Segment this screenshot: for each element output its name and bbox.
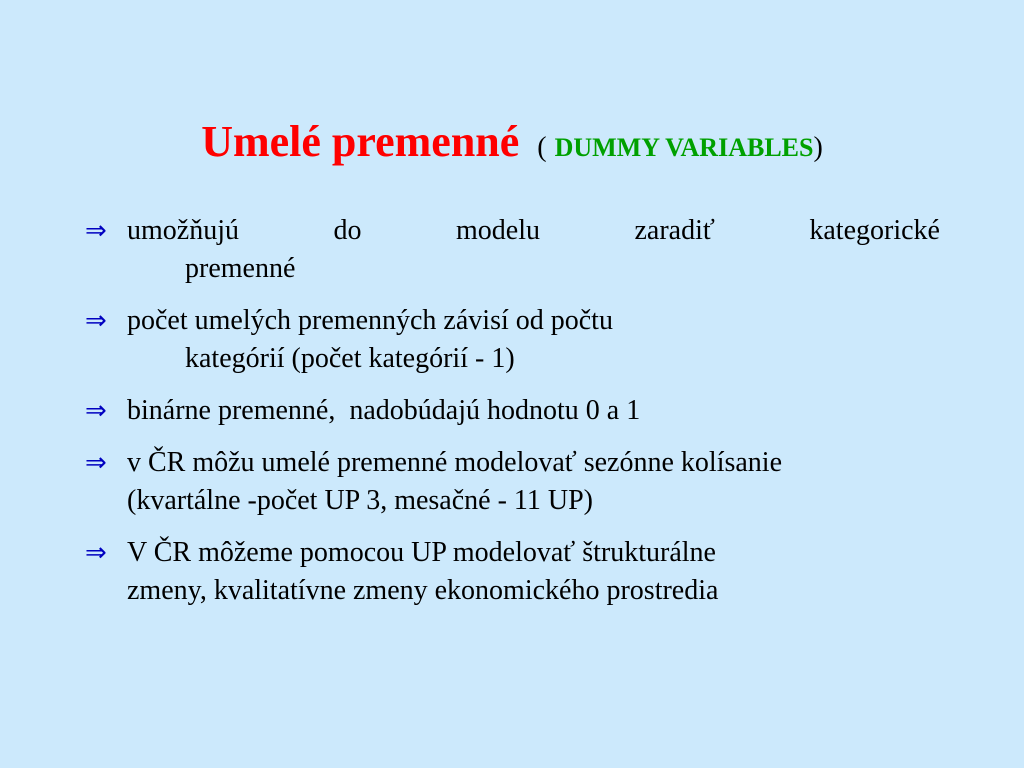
bullet-word: do xyxy=(333,215,362,246)
implies-arrow-icon: ⇒ xyxy=(85,396,107,426)
bullet-line: V ČR môžeme pomocou UP modelovať štrukturálne xyxy=(127,537,716,568)
bullet-item xyxy=(85,534,940,610)
bullet-word: kategorické xyxy=(809,215,940,246)
bullet-line: (kvartálne -počet UP 3, mesačné - 11 UP) xyxy=(127,485,593,516)
bullet-item xyxy=(85,392,940,430)
bullet-line: v ČR môžu umelé premenné modelovať sezónne kolísanie xyxy=(127,447,783,478)
bullet-item xyxy=(85,212,940,288)
bullet-line xyxy=(127,212,940,250)
title-main: Umelé premenné xyxy=(201,117,520,166)
implies-arrow-icon: ⇒ xyxy=(85,306,107,336)
bullet-line: počet umelých premenných závisí od počtu xyxy=(127,305,613,336)
bullet-list xyxy=(85,212,940,624)
title-subtitle: DUMMY VARIABLES xyxy=(554,133,814,162)
bullet-continuation: premenné xyxy=(185,253,296,284)
bullet-word: umožňujú xyxy=(127,215,239,246)
bullet-item xyxy=(85,444,940,520)
implies-arrow-icon: ⇒ xyxy=(85,538,107,568)
slide-title xyxy=(0,116,1024,167)
bullet-word: modelu xyxy=(456,215,540,246)
bullet-word: zaradiť xyxy=(634,215,715,246)
title-close-paren: ) xyxy=(813,132,823,163)
implies-arrow-icon: ⇒ xyxy=(85,216,107,246)
bullet-line: zmeny, kvalitatívne zmeny ekonomického prostredia xyxy=(127,575,719,606)
bullet-line: binárne premenné, nadobúdajú hodnotu 0 a 1 xyxy=(127,395,641,426)
bullet-continuation: kategórií (počet kategórií - 1) xyxy=(185,343,515,374)
implies-arrow-icon: ⇒ xyxy=(85,448,107,478)
bullet-item xyxy=(85,302,940,378)
title-open-paren: ( xyxy=(537,132,547,163)
